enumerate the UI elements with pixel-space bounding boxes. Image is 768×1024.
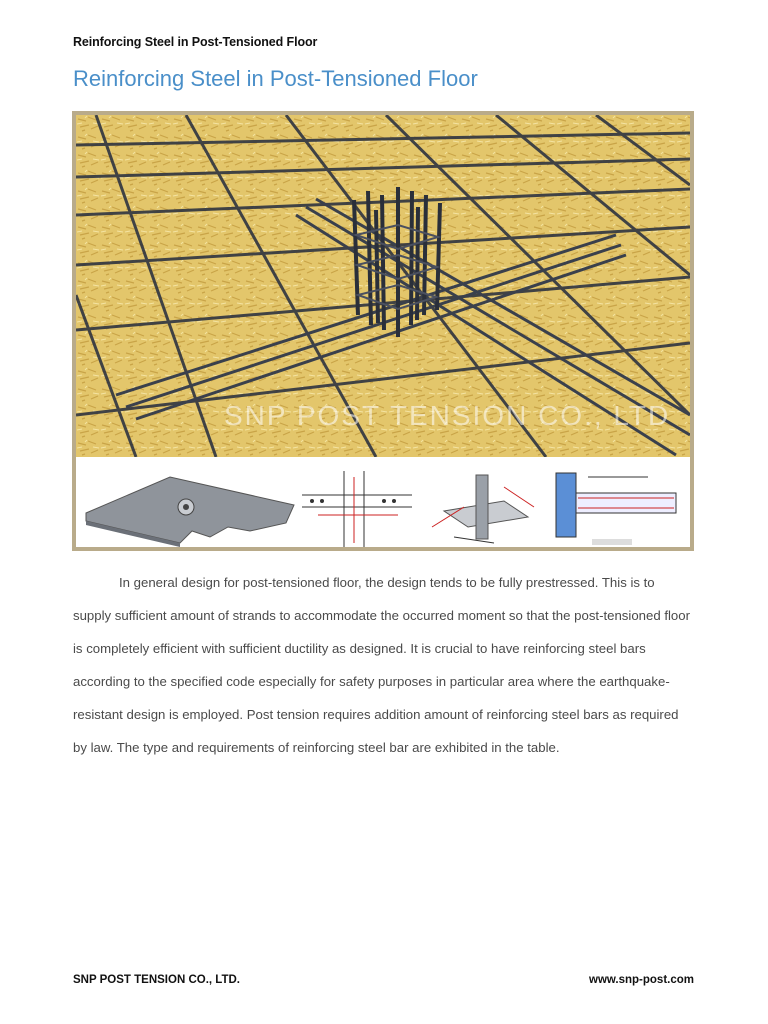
footer-website-link[interactable]: www.snp-post.com <box>589 974 694 986</box>
slab-diagram-image <box>80 467 296 547</box>
section-drawing-1 <box>298 467 416 547</box>
section-drawing-3 <box>548 467 686 547</box>
main-figure <box>72 111 694 551</box>
section-drawing-2 <box>424 467 542 547</box>
rebar-render-image <box>76 115 690 457</box>
page-title: Reinforcing Steel in Post-Tensioned Floor <box>73 66 478 91</box>
body-paragraph <box>73 566 695 764</box>
watermark-text: SNP POST TENSION CO., LTD <box>224 400 671 431</box>
diagram-strip <box>76 457 690 547</box>
body-paragraph-text: In general design for post-tensioned floor, the design tends to be fully prestressed. This is to supply sufficient amount of strands to accommodate the occurred moment so that the post-tensioned floor is completely efficient with sufficient ductility as designed. It is crucial to have reinforcing steel bars according to the specified code especially for safety purposes in particular area where the earthquake-resistant design is employed. Post tension requires addition amount of reinforcing steel bars as required by law. The type and requirements of reinforcing steel bar are exhibited in the table. <box>73 575 690 755</box>
footer-company: SNP POST TENSION CO., LTD. <box>73 974 240 986</box>
running-header: Reinforcing Steel in Post-Tensioned Floor <box>73 35 318 49</box>
